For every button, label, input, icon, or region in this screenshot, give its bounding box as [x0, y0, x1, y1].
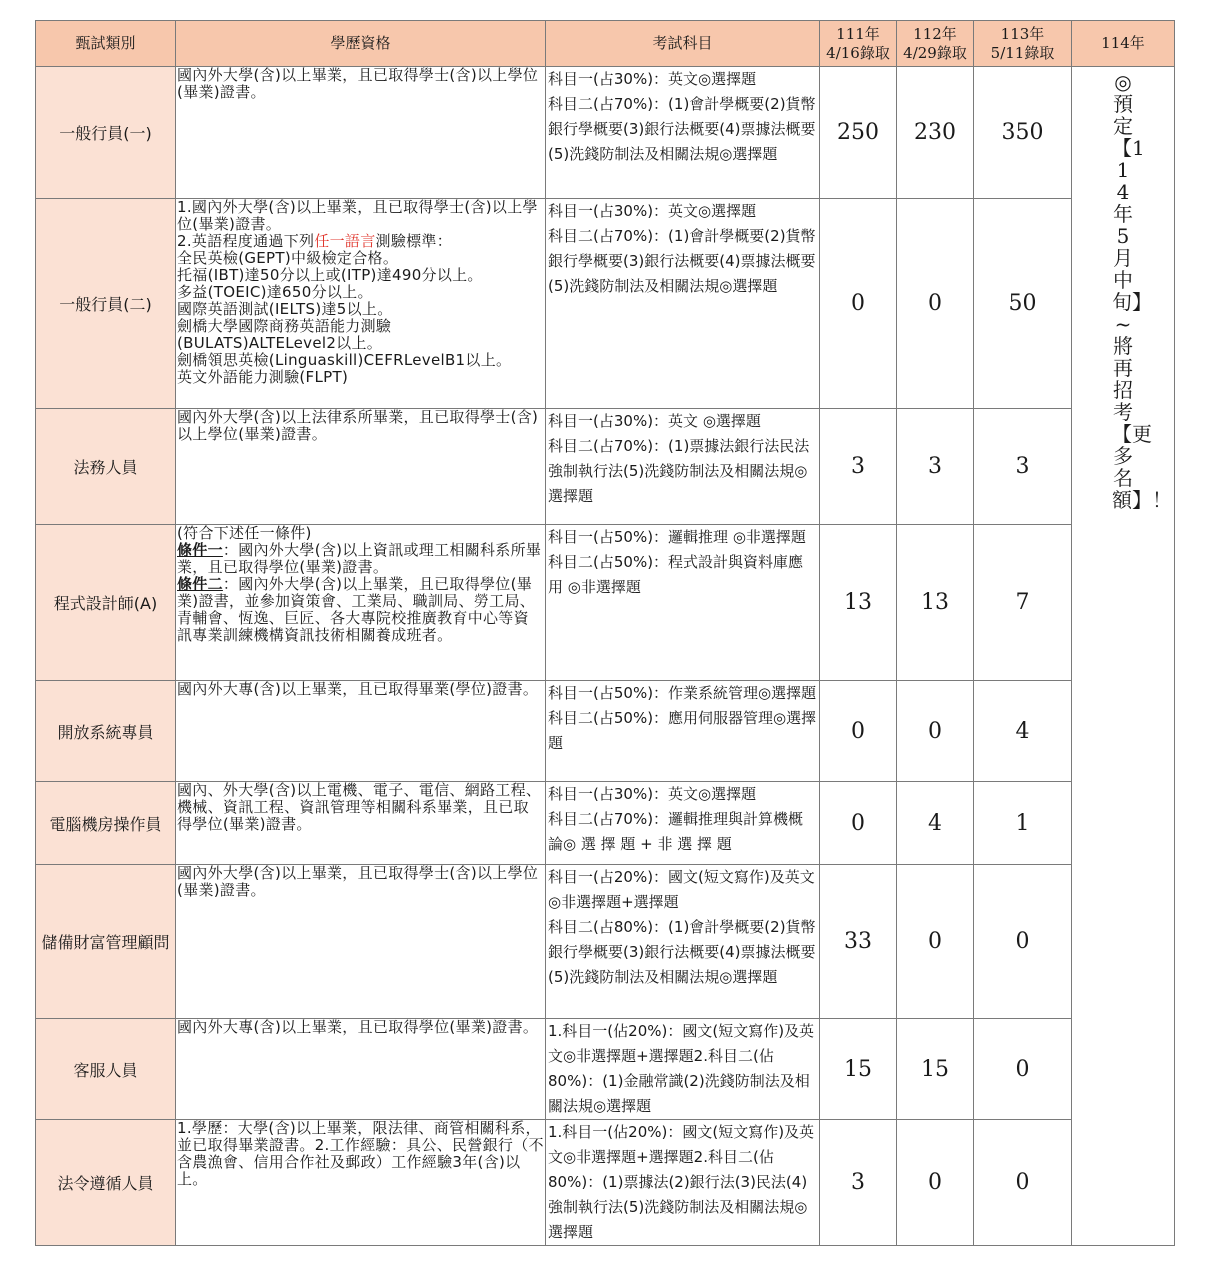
hired-111: 250 [820, 67, 897, 199]
subject-line: 科目一(占30%)：英文◎選擇題 [548, 785, 757, 803]
table-row [36, 525, 1175, 681]
header-year-111-year: 111年 [836, 24, 880, 43]
header-year-112-date: 4/29錄取 [903, 43, 967, 62]
education-fragment: 測驗標準： [375, 232, 453, 250]
header-year-114: 114年 [1072, 21, 1175, 67]
education-cell: 國內外大專(含)以上畢業，且已取得學位(畢業)證書。 [176, 1019, 546, 1120]
header-year-113-date: 5/11錄取 [990, 43, 1055, 62]
subjects-cell [546, 782, 820, 865]
subject-line: 科目一(占30%)：英文◎選擇題 [548, 202, 757, 220]
education-line: 劍橋大學國際商務英語能力測驗(BULATS)ALTELevel2以上。 [177, 317, 392, 352]
subject-line: 科目一(占30%)：英文 ◎選擇題 [548, 412, 761, 430]
hired-111: 33 [820, 865, 897, 1019]
category-cell: 一般行員(一) [36, 67, 176, 199]
subjects-cell: 1.科目一(佔20%)：國文(短文寫作)及英文◎非選擇題+選擇題2.科目二(佔80%)：(1)票據法(2)銀行法(3)民法(4)強制執行法(5)洗錢防制法及相關法規◎選擇題 [546, 1120, 820, 1246]
table-row [36, 865, 1175, 1019]
table-row [36, 681, 1175, 782]
table-row [36, 1019, 1175, 1120]
hired-112: 13 [897, 525, 974, 681]
category-cell: 客服人員 [36, 1019, 176, 1120]
table-row [36, 782, 1175, 865]
education-cell [176, 525, 546, 681]
category-cell: 程式設計師(A) [36, 525, 176, 681]
subjects-cell [546, 525, 820, 681]
subjects-cell [546, 199, 820, 409]
header-year-112-year: 112年 [913, 24, 957, 43]
subject-line: 科目二(占70%)：(1)票據法銀行法民法強制執行法(5)洗錢防制法及相關法規◎選擇題 [548, 437, 810, 505]
education-line [177, 233, 544, 250]
subjects-cell [546, 409, 820, 525]
category-cell: 開放系統專員 [36, 681, 176, 782]
hired-111: 0 [820, 199, 897, 409]
table-row [36, 409, 1175, 525]
table-row [36, 67, 1175, 199]
table-row [36, 199, 1175, 409]
education-cell: 國內外大學(含)以上法律系所畢業，且已取得學士(含)以上學位(畢業)證書。 [176, 409, 546, 525]
category-cell: 法務人員 [36, 409, 176, 525]
education-cell: 國內外大專(含)以上畢業，且已取得畢業(學位)證書。 [176, 681, 546, 782]
subjects-cell [546, 67, 820, 199]
header-row [36, 21, 1175, 67]
hired-112: 0 [897, 1120, 974, 1246]
hired-111: 3 [820, 1120, 897, 1246]
hired-112: 230 [897, 67, 974, 199]
education-line: 劍橋領思英檢(Linguaskill)CEFRLevelB1以上。 [177, 351, 512, 369]
hired-113: 7 [974, 525, 1072, 681]
education-cell: 1.學歷：大學(含)以上畢業，限法律、商管相關科系，並已取得畢業證書。2.工作經驗：具公、民營銀行（不含農漁會、信用合作社及郵政）工作經驗3年(含)以上。 [176, 1120, 546, 1246]
hired-111: 0 [820, 681, 897, 782]
subject-line: 科目二(占50%)：程式設計與資料庫應用 ◎非選擇題 [548, 553, 804, 596]
education-fragment: ：國內外大學(含)以上畢業，且已取得學位(畢業)證書，並參加資策會、工業局、職訓局、勞工局、青輔會、恆逸、巨匠、各大專院校推廣教育中心等資訊專業訓練機構資訊技術相關養成班者。 [177, 575, 536, 644]
hired-113: 3 [974, 409, 1072, 525]
hired-113: 350 [974, 67, 1072, 199]
hired-112: 15 [897, 1019, 974, 1120]
note-114 [1072, 67, 1175, 1246]
subjects-cell [546, 865, 820, 1019]
education-line: 國際英語測試(IELTS)達5以上。 [177, 300, 393, 318]
category-cell: 法令遵循人員 [36, 1120, 176, 1246]
subject-line: 科目一(占50%)：作業系統管理◎選擇題 [548, 684, 817, 702]
header-year-111-date: 4/16錄取 [826, 43, 890, 62]
subject-line: 科目二(占50%)：應用伺服器管理◎選擇題 [548, 709, 817, 752]
education-line: 1.國內外大學(含)以上畢業，且已取得學士(含)以上學位(畢業)證書。 [177, 198, 538, 233]
hired-113: 0 [974, 865, 1072, 1019]
education-line: 多益(TOEIC)達650分以上。 [177, 283, 373, 301]
hired-111: 3 [820, 409, 897, 525]
exam-table [35, 20, 1175, 1246]
education-fragment: ：國內外大學(含)以上資訊或理工相關科系所畢業，且已取得學位(畢業)證書。 [177, 541, 542, 576]
category-cell: 一般行員(二) [36, 199, 176, 409]
hired-111: 13 [820, 525, 897, 681]
education-cell: 國內外大學(含)以上畢業，且已取得學士(含)以上學位(畢業)證書。 [176, 67, 546, 199]
hired-112: 0 [897, 199, 974, 409]
subject-line: 科目一(占20%)：國文(短文寫作)及英文◎非選擇題+選擇題 [548, 868, 815, 911]
education-cell: 國內、外大學(含)以上電機、電子、電信、網路工程、機械、資訊工程、資訊管理等相關科系畢業，且已取得學位(畢業)證書。 [176, 782, 546, 865]
education-line [177, 576, 544, 644]
category-cell: 儲備財富管理顧問 [36, 865, 176, 1019]
hired-111: 15 [820, 1019, 897, 1120]
header-subjects: 考試科目 [546, 21, 820, 67]
category-cell: 電腦機房操作員 [36, 782, 176, 865]
hired-111: 0 [820, 782, 897, 865]
education-line: 托福(IBT)達50分以上或(ITP)達490分以上。 [177, 266, 483, 284]
hired-113: 50 [974, 199, 1072, 409]
education-line: 全民英檢(GEPT)中級檢定合格。 [177, 249, 399, 267]
hired-112: 0 [897, 681, 974, 782]
header-year-111 [820, 21, 897, 67]
header-category: 甄試類別 [36, 21, 176, 67]
header-year-112 [897, 21, 974, 67]
subject-line: 科目二(占70%)：(1)會計學概要(2)貨幣銀行學概要(3)銀行法概要(4)票據法概要(5)洗錢防制法及相關法規◎選擇題 [548, 95, 816, 163]
education-line: 英文外語能力測驗(FLPT) [177, 368, 349, 386]
header-year-113-year: 113年 [1000, 24, 1045, 43]
hired-113: 1 [974, 782, 1072, 865]
subject-line: 科目二(占80%)：(1)會計學概要(2)貨幣銀行學概要(3)銀行法概要(4)票據法概要(5)洗錢防制法及相關法規◎選擇題 [548, 918, 816, 986]
education-line [177, 542, 544, 576]
condition-label: 條件二 [177, 575, 223, 593]
header-year-113 [974, 21, 1072, 67]
subject-line: 科目一(占30%)：英文◎選擇題 [548, 70, 757, 88]
hired-113: 0 [974, 1019, 1072, 1120]
subject-line: 科目二(占70%)：(1)會計學概要(2)貨幣銀行學概要(3)銀行法概要(4)票據法概要(5)洗錢防制法及相關法規◎選擇題 [548, 227, 816, 295]
subject-line: 科目二(占70%)：邏輯推理與計算機概論◎ 選 擇 題 + 非 選 擇 題 [548, 810, 804, 853]
education-fragment: 2.英語程度通過下列 [177, 232, 315, 250]
note-114-text: ◎預定【114年5月中旬】~將再招考【更多名額】！ [1112, 70, 1172, 512]
education-line: (符合下述任一條件) [177, 524, 312, 542]
highlight-text: 任一語言 [314, 232, 376, 250]
hired-113: 0 [974, 1120, 1072, 1246]
education-cell: 國內外大學(含)以上畢業，且已取得學士(含)以上學位(畢業)證書。 [176, 865, 546, 1019]
subjects-cell [546, 681, 820, 782]
hired-112: 3 [897, 409, 974, 525]
table-row [36, 1120, 1175, 1246]
subjects-cell: 1.科目一(佔20%)：國文(短文寫作)及英文◎非選擇題+選擇題2.科目二(佔80%)：(1)金融常識(2)洗錢防制法及相關法規◎選擇題 [546, 1019, 820, 1120]
hired-113: 4 [974, 681, 1072, 782]
hired-112: 0 [897, 865, 974, 1019]
education-cell [176, 199, 546, 409]
hired-112: 4 [897, 782, 974, 865]
header-education: 學歷資格 [176, 21, 546, 67]
subject-line: 科目一(占50%)：邏輯推理 ◎非選擇題 [548, 528, 806, 546]
condition-label: 條件一 [177, 541, 223, 559]
